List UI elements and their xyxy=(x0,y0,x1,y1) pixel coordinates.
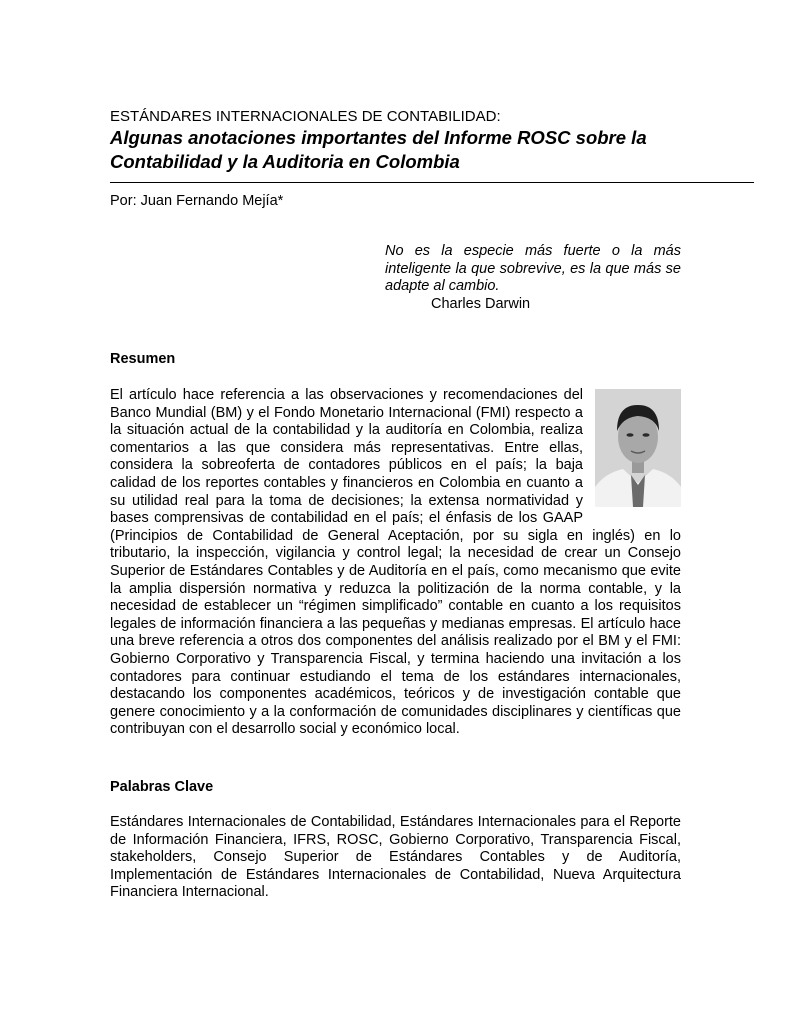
author-byline: Por: Juan Fernando Mejía* xyxy=(110,193,284,209)
article-title: Algunas anotaciones importantes del Informe ROSC sobre la Contabilidad y la Auditoria en Colombia xyxy=(110,127,647,172)
keywords-body: Estándares Internacionales de Contabilidad, Estándares Internacionales para el Reporte de Información Financiera, IFRS, ROSC, Gobierno Corporativo, Transparencia Fiscal, stakeholders, Consejo Superior de Estándares Contables y de Auditoría, Implementación de Estándares Internacionales de Contabilidad, Nueva Arquitectura Financiera Internacional. xyxy=(110,814,681,901)
epigraph xyxy=(385,243,681,313)
epigraph-quote: No es la especie más fuerte o la más inteligente la que sobrevive, es la que más se adapte al cambio. xyxy=(385,243,681,294)
epigraph-author: Charles Darwin xyxy=(431,295,531,312)
author-portrait-image xyxy=(595,389,681,507)
abstract-heading: Resumen xyxy=(110,351,176,367)
section-kicker: ESTÁNDARES INTERNACIONALES DE CONTABILIDAD: xyxy=(110,108,501,125)
keywords-heading: Palabras Clave xyxy=(110,779,214,795)
abstract-body xyxy=(110,387,681,739)
title-divider xyxy=(110,182,754,183)
abstract-text: El artículo hace referencia a las observaciones y recomendaciones del Banco Mundial (BM) y el Fondo Monetario Internacional (FMI) respecto a la situación actual de la contabilidad y la auditoría en Colombia, realiza comentarios a las que considera más representativas. Entre ellas, considera la sobreoferta de contadores públicos en el país; la baja calidad de los reportes contables y financieros en Colombia en cuanto a su utilidad real para la toma de decisiones; la extensa normatividad y bases comprensivas de contabilidad en el país; el énfasis de los GAAP (Principios de Contabilidad de General Aceptación, por su sigla en inglés) en lo tributario, la inspección, vigilancia y control legal; la necesidad de crear un Consejo Superior de Estándares Contables y de Auditoría en el país, como mecanismo que evite la amplia dispersión normativa y reduzca la politización de la norma contable, y la necesidad de establecer un “régimen simplificado” contable en cuanto a los requisitos legales de información financiera a las pequeñas y medianas empresas. El artículo hace una breve referencia a otros dos componentes del análisis realizado por el BM y el FMI: Gobierno Corporativo y Transparencia Fiscal, y termina haciendo una invitación a los contadores para continuar estudiando el tema de los estándares internacionales, destacando los componentes académicos, teóricos y de investigación contable que genere conocimiento y a la conformación de comunidades disciplinares y científicas que contribuyan con el desarrollo social y económico local. xyxy=(110,387,681,738)
author-photo xyxy=(595,389,681,507)
